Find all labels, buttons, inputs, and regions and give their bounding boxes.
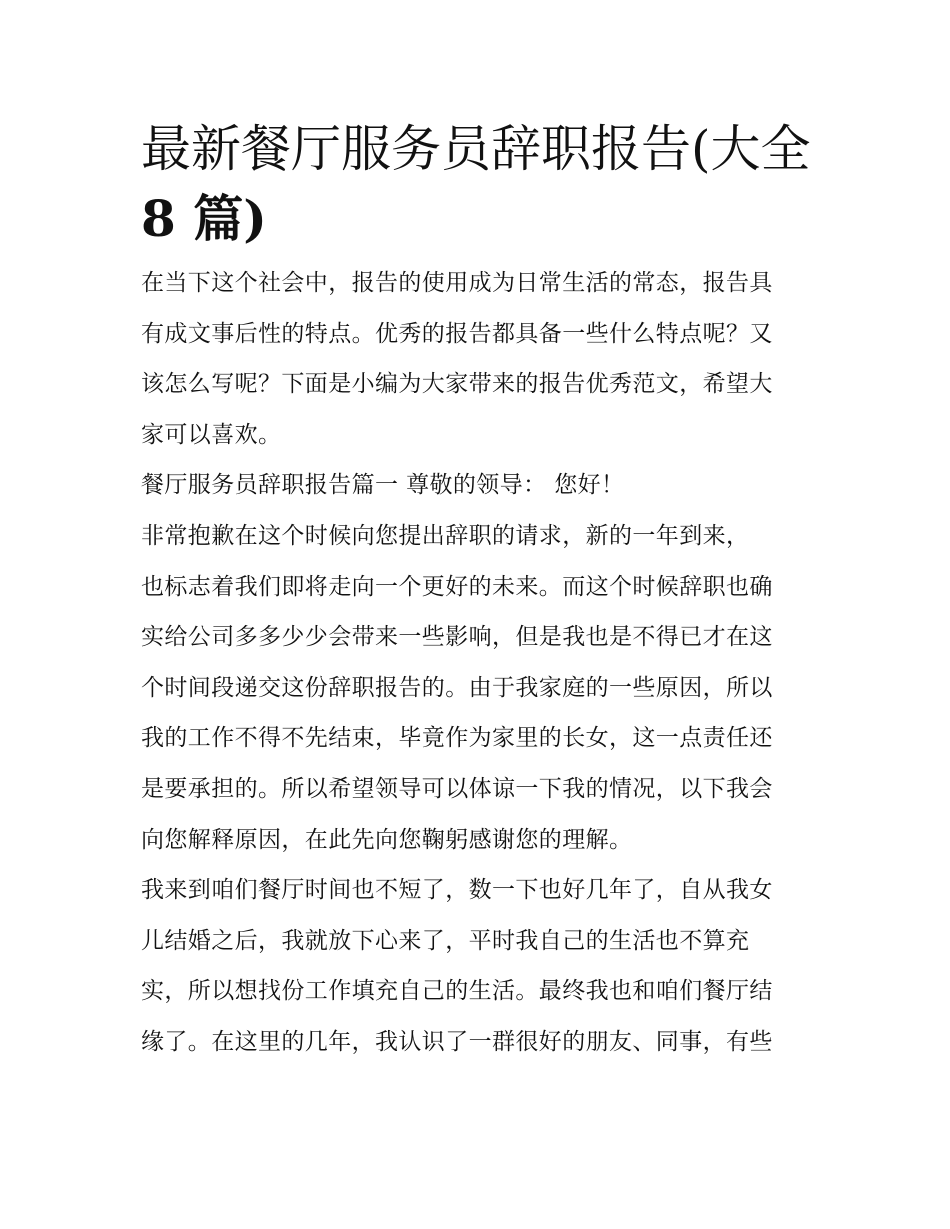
document-title [141,118,811,250]
body-line-13: 我来到咱们餐厅时间也不短了，数一下也好几年了，自从我女 [141,877,773,904]
title-line-2: 8 篇) [141,189,267,248]
body-line-10: 我的工作不得不先结束，毕竟作为家里的长女，这一点责任还 [141,725,773,752]
body-line-2: 有成文事后性的特点。优秀的报告都具备一些什么特点呢？又 [141,320,773,347]
body-line-12: 向您解释原因，在此先向您鞠躬感谢您的理解。 [141,826,633,853]
document-page [141,118,811,1068]
body-line-16: 缘了。在这里的几年，我认识了一群很好的朋友、同事，有些 [141,1028,773,1055]
body-line-4: 家可以喜欢。 [141,421,282,448]
body-line-15: 实，所以想找份工作填充自己的生活。最终我也和咱们餐厅结 [141,978,773,1005]
body-line-7: 也标志着我们即将走向一个更好的未来。而这个时候辞职也确 [141,573,773,600]
body-line-3: 该怎么写呢？下面是小编为大家带来的报告优秀范文，希望大 [141,371,773,398]
body-line-1: 在当下这个社会中，报告的使用成为日常生活的常态，报告具 [141,270,773,296]
body-line-8: 实给公司多多少少会带来一些影响，但是我也是不得已才在这 [141,624,773,651]
body-line-9: 个时间段递交这份辞职报告的。由于我家庭的一些原因，所以 [141,674,773,701]
title-line-1: 最新餐厅服务员辞职报告(大全 [141,120,811,178]
body-line-14: 儿结婚之后，我就放下心来了，平时我自己的生活也不算充 [141,927,750,954]
document-body [141,258,811,1068]
body-line-5: 餐厅服务员辞职报告篇一 尊敬的领导： 您好！ [141,472,625,499]
body-line-6: 非常抱歉在这个时候向您提出辞职的请求，新的一年到来， [141,522,750,549]
body-line-11: 是要承担的。所以希望领导可以体谅一下我的情况，以下我会 [141,775,773,802]
